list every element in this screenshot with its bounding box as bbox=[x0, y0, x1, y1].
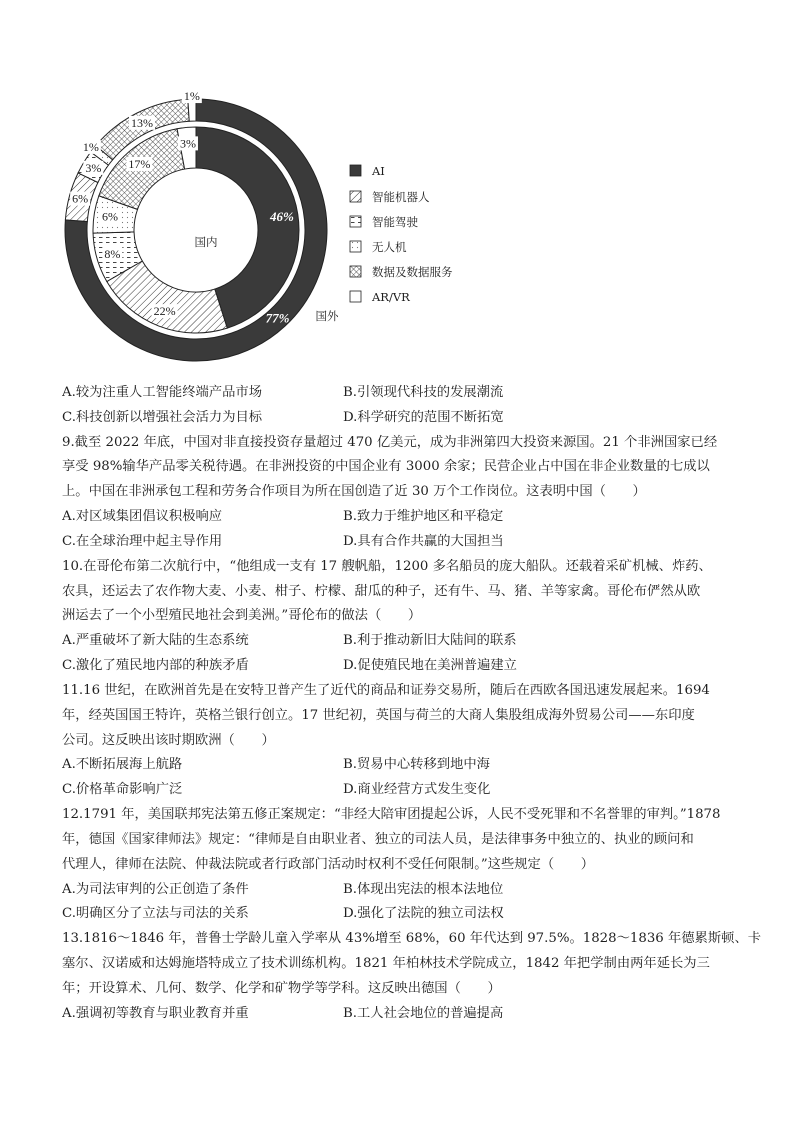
question-stem-line: 9.截至 2022 年底，中国对非直接投资存量超过 470 亿美元，成为非洲第四大投资来源国。21 个非洲国家已经 bbox=[62, 434, 718, 450]
option-d: D.促使殖民地在美洲普遍建立 bbox=[343, 658, 517, 674]
option-a: A.严重破坏了新大陆的生态系统 bbox=[62, 633, 249, 649]
option-row bbox=[62, 381, 774, 406]
inner-value-label-ai: 46% bbox=[270, 209, 294, 225]
inner-value-label-ar-vr: 3% bbox=[179, 136, 196, 151]
option-d: D.商业经营方式发生变化 bbox=[343, 782, 491, 798]
inner-value-label-data-services: 17% bbox=[128, 156, 151, 171]
inner-value-label-drone: 6% bbox=[102, 209, 119, 224]
question-stem-line: 年；开设算术、几何、数学、化学和矿物学等学科。这反映出德国（ ） bbox=[62, 980, 501, 996]
question-stem-line: 洲运去了一个小型殖民地社会到美洲。”哥伦布的做法（ ） bbox=[62, 608, 422, 624]
option-row bbox=[62, 629, 774, 654]
legend-swatch-drone bbox=[350, 241, 361, 252]
option-row bbox=[62, 753, 774, 778]
option-c: C.在全球治理中起主导作用 bbox=[62, 533, 223, 549]
option-d: D.具有合作共赢的大国担当 bbox=[343, 533, 504, 549]
question-stem-line: 塞尔、汉诺威和达姆施塔特成立了技术训练机构。1821 年柏林技术学院成立，1842 年把学制由两年延长为三 bbox=[62, 956, 710, 972]
inner-value-label-autonomous-driving: 8% bbox=[104, 246, 121, 261]
legend-swatch-ar-vr bbox=[350, 291, 361, 302]
outer-value-label-ar-vr: 1% bbox=[183, 89, 200, 104]
option-row bbox=[62, 778, 774, 803]
outer-value-label-drone: 1% bbox=[82, 139, 99, 154]
inner-value-label-robot: 22% bbox=[153, 304, 176, 319]
option-d: D.强化了法院的独立司法权 bbox=[343, 906, 504, 922]
question-stem-line: 公司。这反映出该时期欧洲（ ） bbox=[62, 732, 275, 748]
question-9 bbox=[62, 431, 774, 555]
legend-item-ai bbox=[350, 164, 385, 178]
question-stem-line: 农具，还运去了农作物大麦、小麦、柑子、柠檬、甜瓜的种子，还有牛、马、猪、羊等家禽。哥伦布俨然从欧 bbox=[62, 583, 701, 599]
option-a: A.强调初等教育与职业教育并重 bbox=[62, 1005, 249, 1021]
legend-swatch-data-services bbox=[350, 266, 361, 277]
option-b: B.引领现代科技的发展潮流 bbox=[343, 385, 504, 400]
question-stem-line: 10.在哥伦布第二次航行中，“他组成一支有 17 艘帆船，1200 多名船员的庞大船队。还载着采矿机械、炸药、 bbox=[62, 558, 712, 574]
option-b: B.致力于维护地区和平稳定 bbox=[343, 509, 504, 525]
legend-label-robot: 智能机器人 bbox=[372, 190, 430, 204]
question-11 bbox=[62, 679, 774, 803]
option-row bbox=[62, 406, 774, 431]
question-stem-line: 上。中国在非洲承包工程和劳务合作项目为所在国创造了近 30 万个工作岗位。这表明中国（ ） bbox=[62, 484, 646, 500]
legend-label-data-services: 数据及数据服务 bbox=[372, 265, 453, 279]
legend-swatch-ai bbox=[350, 165, 361, 176]
option-c: C.价格革命影响广泛 bbox=[62, 782, 183, 798]
legend-item-data-services bbox=[350, 265, 453, 279]
outer-value-label-autonomous-driving: 3% bbox=[85, 160, 102, 175]
option-row bbox=[62, 530, 774, 555]
legend-item-autonomous-driving bbox=[350, 215, 418, 229]
legend-swatch-robot bbox=[350, 191, 361, 202]
option-d: D.科学研究的范围不断拓宽 bbox=[343, 409, 504, 425]
question-8-options bbox=[62, 381, 774, 431]
option-c: C.科技创新以增强社会活力为目标 bbox=[62, 409, 263, 425]
legend-label-drone: 无人机 bbox=[372, 240, 407, 254]
question-stem-line: 年，德国《国家律师法》规定：“律师是自由职业者、独立的司法人员，是法律事务中独立的、执业的顾问和 bbox=[62, 831, 694, 847]
outer-value-label-ai: 77% bbox=[265, 310, 290, 326]
option-a: A.不断拓展海上航路 bbox=[62, 757, 183, 773]
legend-label-ar-vr: AR/VR bbox=[372, 290, 410, 304]
question-list bbox=[62, 381, 774, 1027]
question-stem-line: 年，经英国国王特许，英格兰银行创立。17 世纪初，英国与荷兰的大商人集股组成海外贸易公司——东印度 bbox=[62, 707, 695, 723]
option-c: C.明确区分了立法与司法的关系 bbox=[62, 906, 249, 922]
outer-value-label-data-services: 13% bbox=[131, 115, 154, 130]
legend-label-ai: AI bbox=[372, 164, 385, 178]
chart-legend bbox=[350, 164, 453, 304]
inner-ring-label: 国内 bbox=[194, 235, 218, 249]
question-13 bbox=[62, 927, 774, 1026]
option-a: A.对区域集团倡议积极响应 bbox=[62, 509, 223, 525]
question-stem-line: 11.16 世纪，在欧洲首先是在安特卫普产生了近代的商品和证券交易所，随后在西欧各国迅速发展起来。1694 bbox=[62, 682, 710, 698]
question-stem-line: 享受 98%输华产品零关税待遇。在非洲投资的中国企业有 3000 余家；民营企业占中国在非企业数量的七成以 bbox=[62, 459, 710, 475]
legend-label-autonomous-driving: 智能驾驶 bbox=[372, 215, 418, 229]
option-b: B.利于推动新旧大陆间的联系 bbox=[343, 633, 517, 649]
legend-swatch-autonomous-driving bbox=[350, 216, 361, 227]
question-stem-line: 12.1791 年，美国联邦宪法第五修正案规定：“非经大陪审团提起公诉，人民不受死罪和不名誉罪的审判。”1878 bbox=[62, 807, 721, 823]
legend-item-drone bbox=[350, 240, 407, 254]
outer-value-label-robot: 6% bbox=[72, 191, 89, 206]
option-b: B.贸易中心转移到地中海 bbox=[343, 757, 490, 773]
option-c: C.激化了殖民地内部的种族矛盾 bbox=[62, 658, 249, 674]
option-row bbox=[62, 902, 774, 927]
question-stem-line: 13.1816～1846 年，普鲁士学龄儿童入学率从 43%增至 68%，60 年代达到 97.5%。1828～1836 年德累斯顿、卡 bbox=[62, 931, 762, 947]
legend-item-ar-vr bbox=[350, 290, 410, 304]
option-row bbox=[62, 505, 774, 530]
option-row bbox=[62, 878, 774, 903]
outer-ring-label: 国外 bbox=[315, 309, 339, 323]
option-row bbox=[62, 1002, 774, 1027]
option-a: A.为司法审判的公正创造了条件 bbox=[62, 881, 249, 897]
option-a: A.较为注重人工智能终端产品市场 bbox=[62, 385, 262, 400]
legend-item-robot bbox=[350, 190, 430, 204]
question-10 bbox=[62, 555, 774, 679]
option-row bbox=[62, 654, 774, 679]
nested-donut-chart bbox=[0, 0, 480, 380]
option-b: B.工人社会地位的普遍提高 bbox=[343, 1005, 504, 1021]
question-stem-line: 代理人，律师在法院、仲裁法院或者行政部门活动时权利不受任何限制。”这些规定（ ） bbox=[62, 856, 595, 872]
question-12 bbox=[62, 803, 774, 927]
option-b: B.体现出宪法的根本法地位 bbox=[343, 881, 504, 897]
